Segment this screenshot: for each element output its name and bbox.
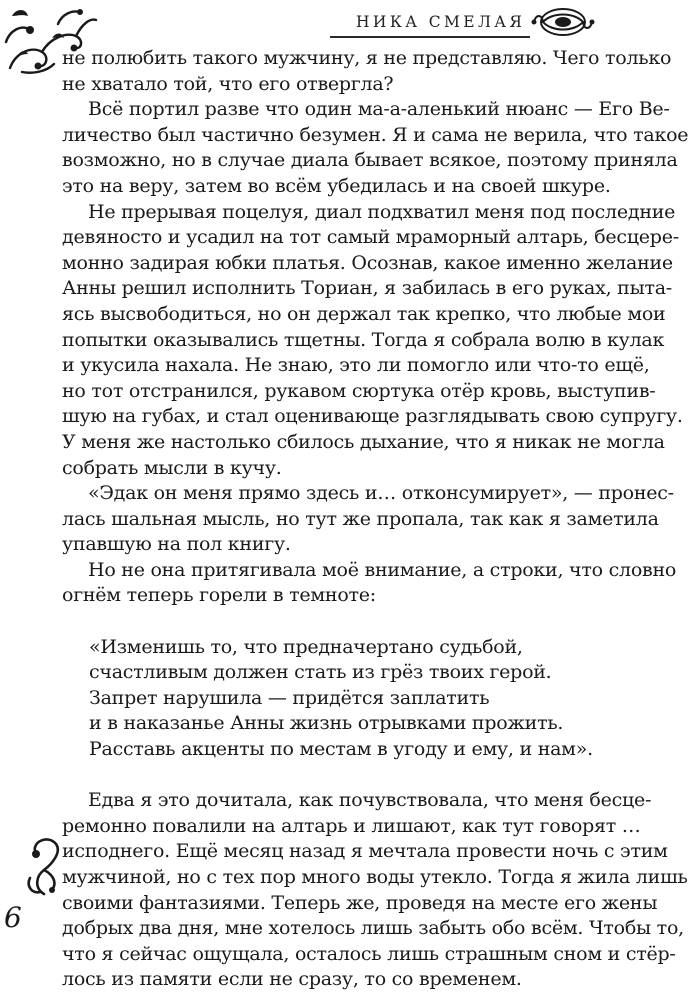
text-line: Едва я это дочитала, как почувствовала, что меня бесце- (88, 789, 652, 812)
text-line: лась шальная мысль, но тут же пропала, так как я заметила (62, 507, 659, 530)
running-header-author: НИКА СМЕЛАЯ (356, 13, 526, 31)
text-line: не полюбить такого мужчину, я не представляю. Чего только (62, 47, 672, 69)
text-line: своими фантазиями. Теперь же, проведя на месте его жены (62, 891, 658, 914)
text-line: Анны решил исполнить Ториан, я забилась в его руках, пыта- (62, 277, 672, 300)
page-number: 6 (4, 901, 22, 934)
text-line: шую на губах, и стал оценивающе разглядывать свою супругу. (62, 405, 683, 428)
text-line: У меня же настолько сбилось дыхание, что я никак не могла (62, 430, 665, 453)
stanza-gap (62, 609, 600, 635)
text-line: возможно, но в случае диала бывает всякое, поэтому приняла (62, 149, 678, 172)
text-line: исподнего. Ещё месяц назад я мечтала провести ночь с этим (62, 840, 668, 863)
text-line: Не прерывая поцелуя, диал подхватил меня под последние (88, 200, 676, 223)
text-line: Но не она притягивала моё внимание, а строки, что словно (88, 558, 677, 581)
text-line: огнём теперь горели в темноте: (62, 584, 376, 607)
header-rule (330, 36, 530, 38)
text-line: монно задирая юбки платья. Осознав, какое именно желание (62, 251, 673, 274)
text-line: «Эдак он меня прямо здесь и… отконсумирует», — пронес- (88, 482, 674, 505)
text-line: лось из памяти если не сразу, то со временем. (62, 968, 522, 991)
text-line: что я сейчас ощущала, осталось лишь страшным сном и стёр- (62, 942, 676, 965)
stanza-gap (62, 763, 600, 789)
text-line: собрать мысли в кучу. (62, 456, 282, 479)
text-line: это на веру, затем во всём убедилась и на своей шкуре. (62, 174, 611, 197)
poem-line: «Изменишь то, что предначертано судьбой, (89, 635, 523, 658)
page-number-flourish (22, 834, 74, 910)
text-line: попытки оказывались тщетны. Тогда я собрала волю в кулак (62, 328, 665, 351)
text-line: но тот отстранился, рукавом сюртука отёр кровь, выступив- (62, 379, 656, 402)
text-line: девяносто и усадил на тот самый мраморный алтарь, бесцере- (62, 226, 679, 249)
text-line: упавшую на пол книгу. (62, 533, 291, 556)
text-line: личество был частично безумен. Я и сама не верила, что такое (62, 123, 688, 146)
poem-line: Запрет нарушила — придётся заплатить (89, 686, 490, 709)
header-ornament (530, 2, 596, 42)
text-line: не хватало той, что его отвергла? (62, 72, 394, 95)
poem-line: и в наказанье Анны жизнь отрывками прожить. (89, 712, 564, 735)
text-line: и укусила нахала. Не знаю, это ли помогло или что-то ещё, (62, 354, 650, 377)
text-line: ясь высвободиться, но он держал так крепко, что любые мои (62, 302, 666, 325)
poem-line: Расставь акценты по местам в угоду и ему, и нам». (89, 738, 593, 761)
poem-line: счастливым должен стать из грёз твоих герой. (89, 661, 552, 684)
page-body-text (62, 46, 688, 993)
text-line: добрых два дня, мне хотелось лишь забыть обо всём. Чтобы то, (62, 917, 684, 940)
text-line: Всё портил разве что один ма-а-аленький нюанс — Его Ве- (88, 98, 670, 121)
text-line: мужчиной, но с тех пор много воды утекло. Тогда я жила лишь (62, 866, 688, 888)
text-line: ремонно повалили на алтарь и лишают, как тут говорят … (62, 814, 641, 837)
